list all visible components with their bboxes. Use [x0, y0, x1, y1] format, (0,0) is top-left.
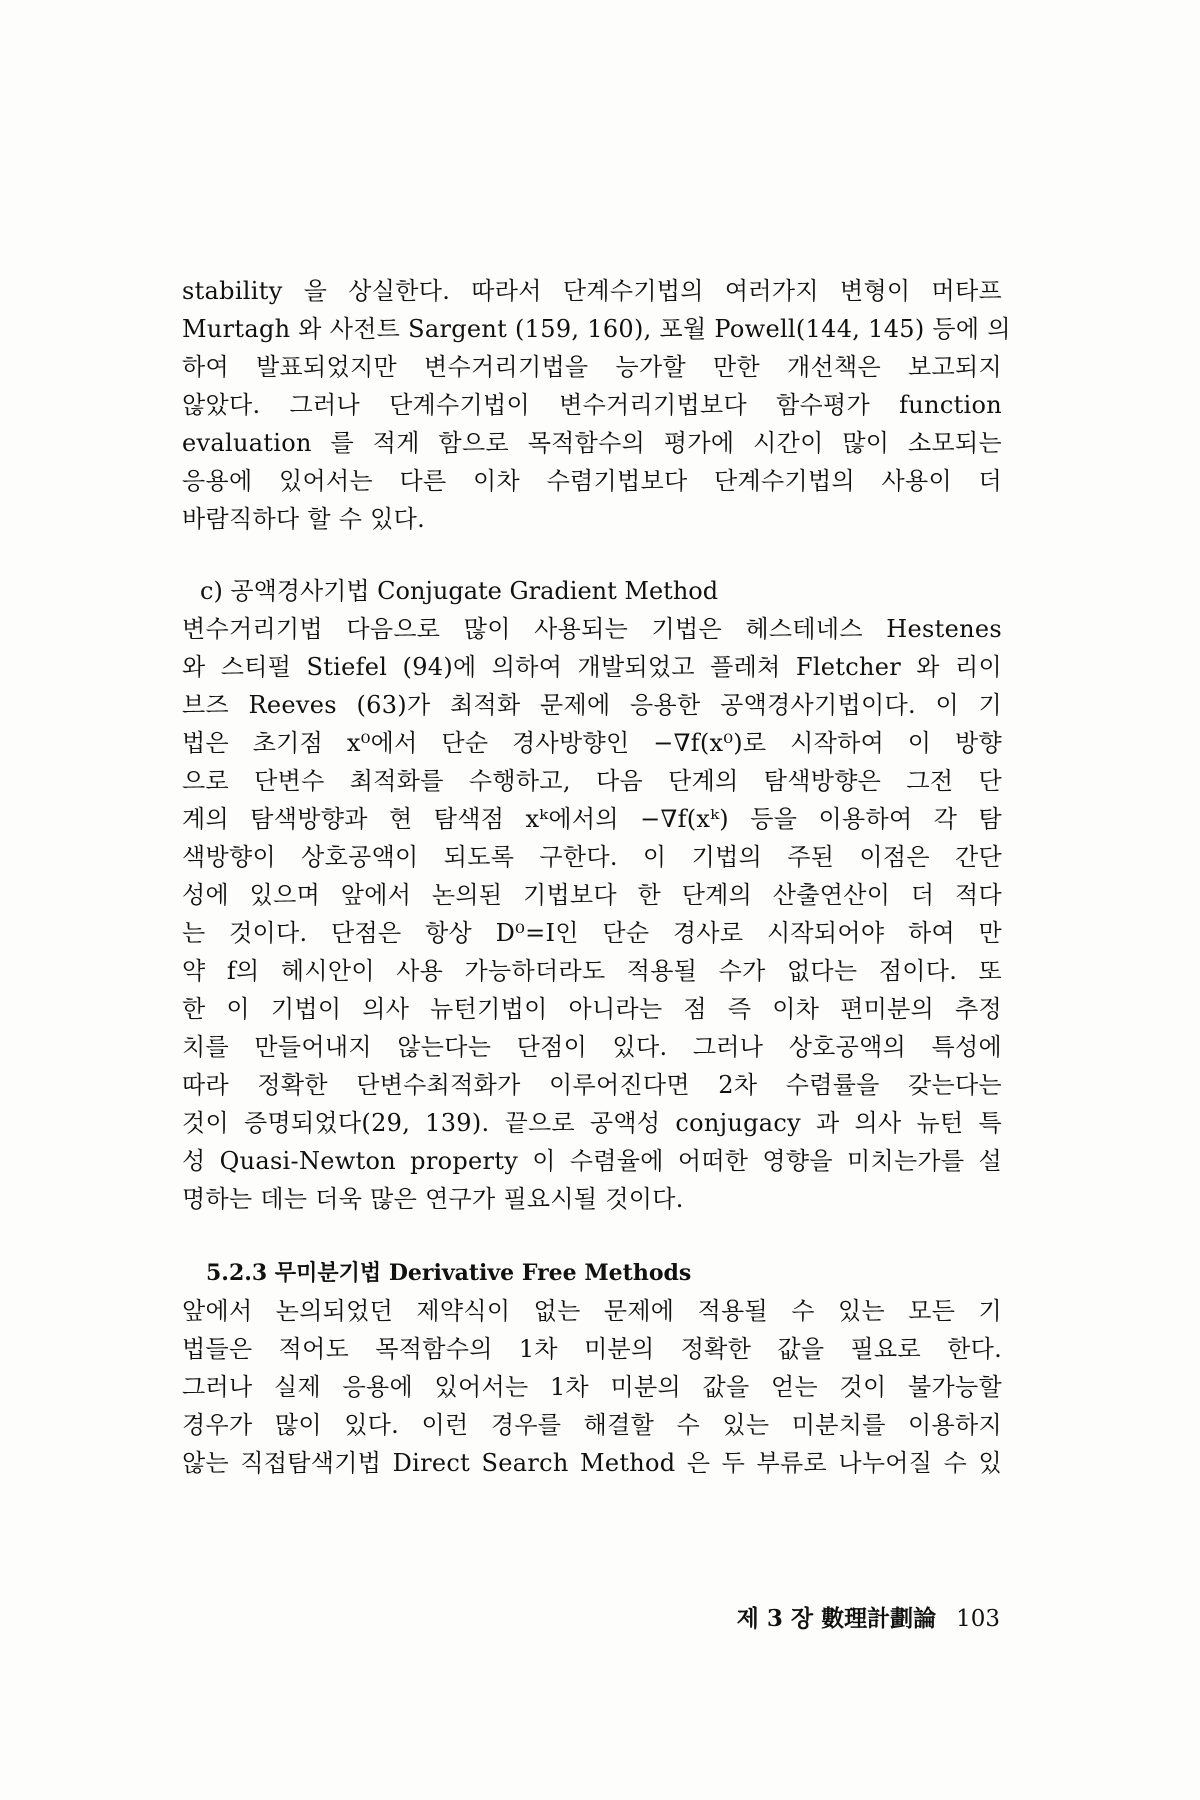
text-line: 응용에 있어서는 다른 이차 수렴기법보다 단계수기법의 사용이 더	[182, 467, 1002, 495]
text-line: 와 스티펄 Stiefel (94)에 의하여 개발되었고 플레쳐 Fletcher 와 리이	[182, 653, 1002, 681]
text-line: 법들은 적어도 목적함수의 1차 미분의 정확한 값을 필요로 한다.	[182, 1335, 1002, 1363]
text-line: 약 f의 헤시안이 사용 가능하더라도 적용될 수가 없다는 점이다. 또	[182, 957, 1002, 985]
paragraph-conjugate-gradient	[182, 610, 1002, 1218]
text-line: 색방향이 상호공액이 되도록 구한다. 이 기법의 주된 이점은 간단	[182, 843, 1002, 871]
page-footer	[700, 1600, 1000, 1633]
text-line: 않는 직접탐색기법 Direct Search Method 은 두 부류로 나누어질 수 있	[182, 1449, 1002, 1477]
text-line: 따라 정확한 단변수최적화가 이루어진다면 2차 수렴률을 갖는다는	[182, 1071, 1002, 1099]
text-line: 는 것이다. 단점은 항상 D⁰=I인 단순 경사로 시작되어야 하여 만	[182, 919, 1002, 947]
text-line: 그러나 실제 응용에 있어서는 1차 미분의 값을 얻는 것이 불가능할	[182, 1373, 1002, 1401]
page-number: 103	[956, 1606, 1000, 1632]
chapter-title: 제 3 장 數理計劃論	[736, 1605, 937, 1632]
text-line: 법은 초기점 x⁰에서 단순 경사방향인 −∇f(x⁰)로 시작하여 이 방향	[182, 729, 1002, 757]
text-line: 하여 발표되었지만 변수거리기법을 능가할 만한 개선책은 보고되지	[182, 353, 1002, 381]
text-line: 성 Quasi-Newton property 이 수렴율에 어떠한 영향을 미치는가를 설	[182, 1147, 1002, 1175]
page-body	[182, 272, 1011, 1482]
text-line: stability 을 상실한다. 따라서 단계수기법의 여러가지 변형이 머타프	[182, 277, 1002, 305]
text-line: 경우가 많이 있다. 이런 경우를 해결할 수 있는 미분치를 이용하지	[182, 1411, 1002, 1439]
text-line: 명하는 데는 더욱 많은 연구가 필요시될 것이다.	[182, 1185, 684, 1213]
text-line: 성에 있으며 앞에서 논의된 기법보다 한 단계의 산출연산이 더 적다	[182, 881, 1002, 909]
text-line: 으로 단변수 최적화를 수행하고, 다음 단계의 탐색방향은 그전 단	[182, 767, 1002, 795]
section-heading-derivative-free: 5.2.3 무미분기법 Derivative Free Methods	[206, 1260, 692, 1286]
text-line: evaluation 를 적게 함으로 목적함수의 평가에 시간이 많이 소모되는	[182, 429, 1002, 457]
text-line: 바람직하다 할 수 있다.	[182, 505, 426, 533]
paragraph-stability	[182, 272, 1011, 538]
paragraph-derivative-free	[182, 1292, 1002, 1482]
section-heading-conjugate-gradient: c) 공액경사기법 Conjugate Gradient Method	[200, 577, 719, 605]
text-line: 않았다. 그러나 단계수기법이 변수거리기법보다 함수평가 function	[182, 391, 1002, 419]
text-line: 치를 만들어내지 않는다는 단점이 있다. 그러나 상호공액의 특성에	[182, 1033, 1002, 1061]
text-line: 한 이 기법이 의사 뉴턴기법이 아니라는 점 즉 이차 편미분의 추정	[182, 995, 1002, 1023]
text-line: Murtagh 와 사전트 Sargent (159, 160), 포월 Powell(144, 145) 등에 의	[182, 315, 1011, 343]
text-line: 앞에서 논의되었던 제약식이 없는 문제에 적용될 수 있는 모든 기	[182, 1297, 1002, 1325]
text-line: 변수거리기법 다음으로 많이 사용되는 기법은 헤스테네스 Hestenes	[182, 615, 1002, 643]
text-line: 브즈 Reeves (63)가 최적화 문제에 응용한 공액경사기법이다. 이 기	[182, 691, 1002, 719]
text-line: 것이 증명되었다(29, 139). 끝으로 공액성 conjugacy 과 의사 뉴턴 특	[182, 1109, 1002, 1137]
text-line: 계의 탐색방향과 현 탐색점 xᵏ에서의 −∇f(xᵏ) 등을 이용하여 각 탐	[182, 805, 1002, 833]
